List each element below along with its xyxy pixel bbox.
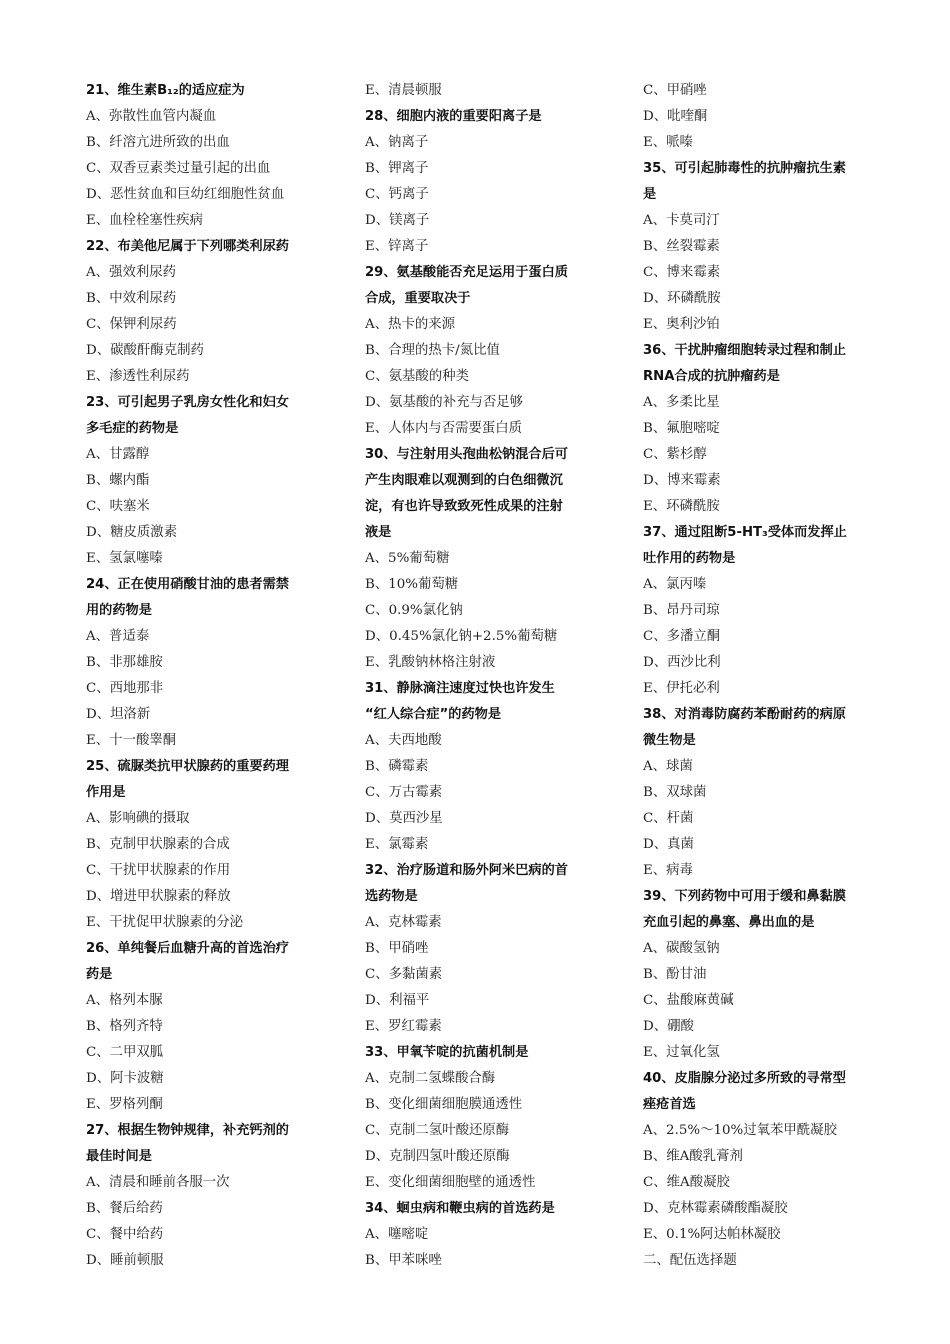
option-line: A、清晨和睡前各服一次 (86, 1175, 230, 1190)
option-line: B、螺内酯 (86, 473, 150, 488)
question-line: 药是 (86, 967, 113, 982)
question-line: 26、单纯餐后血糖升高的首选治疗 (86, 941, 289, 956)
option-line: A、克制二氢蝶酸合酶 (365, 1071, 496, 1086)
question-line: 35、可引起肺毒性的抗肿瘤抗生素 (643, 161, 846, 176)
option-line: B、10%葡萄糖 (365, 577, 459, 592)
question-line: 最佳时间是 (86, 1149, 152, 1164)
question-line: 痤疮首选 (643, 1097, 696, 1112)
option-line: B、酚甘油 (643, 967, 707, 982)
question-line: 微生物是 (643, 733, 696, 748)
option-line: B、甲硝唑 (365, 941, 429, 956)
option-line: C、西地那非 (86, 681, 164, 696)
option-line: E、罗红霉素 (365, 1019, 442, 1034)
question-line: 29、氨基酸能否充足运用于蛋白质 (365, 265, 568, 280)
option-line: E、罗格列酮 (86, 1097, 163, 1112)
option-line: D、西沙比利 (643, 655, 721, 670)
option-line: B、餐后给药 (86, 1201, 163, 1216)
question-line: 33、甲氧苄啶的抗菌机制是 (365, 1045, 529, 1060)
option-line: C、甲硝唑 (643, 83, 707, 98)
question-line: 选药物是 (365, 889, 418, 904)
option-line: B、中效利尿药 (86, 291, 177, 306)
option-line: D、克制四氢叶酸还原酶 (365, 1149, 510, 1164)
option-line: E、人体内与否需要蛋白质 (365, 421, 523, 436)
question-line: 吐作用的药物是 (643, 551, 736, 566)
option-line: E、哌嗪 (643, 135, 693, 150)
option-line: E、氯霉素 (365, 837, 429, 852)
option-line: C、盐酸麻黄碱 (643, 993, 734, 1008)
option-line: C、二甲双胍 (86, 1045, 164, 1060)
option-line: C、干扰甲状腺素的作用 (86, 863, 231, 878)
option-line: D、增进甲状腺素的释放 (86, 889, 231, 904)
option-line: E、清晨顿服 (365, 83, 442, 98)
option-line: B、甲苯咪唑 (365, 1253, 442, 1268)
option-line: A、卡莫司汀 (643, 213, 720, 228)
option-line: B、磷霉素 (365, 759, 429, 774)
question-line: 作用是 (86, 785, 126, 800)
option-line: D、氨基酸的补充与否足够 (365, 395, 524, 410)
question-line: 充血引起的鼻塞、鼻出血的是 (643, 915, 815, 930)
option-line: C、杆菌 (643, 811, 694, 826)
option-line: E、渗透性利尿药 (86, 369, 190, 384)
option-line: E、变化细菌细胞壁的通透性 (365, 1175, 536, 1190)
option-line: A、碳酸氢钠 (643, 941, 720, 956)
option-line: E、0.1%阿达帕林凝胶 (643, 1227, 781, 1242)
question-line: 36、干扰肿瘤细胞转录过程和制止 (643, 343, 846, 358)
option-line: 二、配伍选择题 (643, 1253, 737, 1268)
option-line: A、氯丙嗪 (643, 577, 707, 592)
option-line: D、莫西沙星 (365, 811, 443, 826)
option-line: E、奥利沙铂 (643, 317, 720, 332)
option-line: D、博来霉素 (643, 473, 721, 488)
option-line: B、丝裂霉素 (643, 239, 720, 254)
column-2 (365, 78, 625, 1274)
option-line: B、非那雄胺 (86, 655, 163, 670)
option-line: B、维A酸乳膏剂 (643, 1149, 743, 1164)
question-line: 25、硫脲类抗甲状腺药的重要药理 (86, 759, 289, 774)
question-line: 多毛症的药物是 (86, 421, 179, 436)
option-line: C、保钾利尿药 (86, 317, 177, 332)
option-line: A、夫西地酸 (365, 733, 442, 748)
option-line: E、环磷酰胺 (643, 499, 720, 514)
question-line: “红人综合症”的药物是 (365, 707, 502, 722)
question-line: 23、可引起男子乳房女性化和妇女 (86, 395, 289, 410)
option-line: D、恶性贫血和巨幼红细胞性贫血 (86, 187, 285, 202)
option-line: C、多黏菌素 (365, 967, 443, 982)
option-line: A、格列本脲 (86, 993, 163, 1008)
option-line: B、纤溶亢进所致的出血 (86, 135, 230, 150)
option-line: A、克林霉素 (365, 915, 442, 930)
question-line: 32、治疗肠道和肠外阿米巴病的首 (365, 863, 568, 878)
question-line: 28、细胞内液的重要阳离子是 (365, 109, 542, 124)
option-line: B、格列齐特 (86, 1019, 163, 1034)
option-line: A、强效利尿药 (86, 265, 177, 280)
option-line: D、睡前顿服 (86, 1253, 164, 1268)
option-line: A、钠离子 (365, 135, 429, 150)
option-line: A、球菌 (643, 759, 693, 774)
option-line: B、克制甲状腺素的合成 (86, 837, 230, 852)
option-line: B、氟胞嘧啶 (643, 421, 720, 436)
option-line: C、钙离子 (365, 187, 429, 202)
option-line: E、乳酸钠林格注射液 (365, 655, 496, 670)
option-line: A、弥散性血管内凝血 (86, 109, 217, 124)
option-line: A、影响碘的摄取 (86, 811, 190, 826)
question-line: 21、维生素B₁₂的适应症为 (86, 83, 245, 98)
option-line: C、氨基酸的种类 (365, 369, 469, 384)
option-line: C、紫杉醇 (643, 447, 707, 462)
option-line: D、糖皮质激素 (86, 525, 178, 540)
question-line: 27、根据生物钟规律，补充钙剂的 (86, 1123, 289, 1138)
question-line: 30、与注射用头孢曲松钠混合后可 (365, 447, 568, 462)
question-line: 34、蛔虫病和鞭虫病的首选药是 (365, 1201, 555, 1216)
option-line: A、多柔比星 (643, 395, 720, 410)
option-line: A、2.5%～10%过氧苯甲酰凝胶 (643, 1123, 837, 1138)
option-line: C、博来霉素 (643, 265, 721, 280)
option-line: D、阿卡波糖 (86, 1071, 164, 1086)
option-line: A、噻嘧啶 (365, 1227, 429, 1242)
option-line: B、合理的热卡/氮比值 (365, 343, 500, 358)
option-line: E、氢氯噻嗪 (86, 551, 163, 566)
option-line: D、镁离子 (365, 213, 430, 228)
question-line: 39、下列药物中可用于缓和鼻黏膜 (643, 889, 846, 904)
option-line: D、真菌 (643, 837, 694, 852)
question-line: 淀，有也许导致致死性成果的注射 (365, 499, 563, 514)
option-line: C、0.9%氯化钠 (365, 603, 463, 618)
option-line: A、5%葡萄糖 (365, 551, 450, 566)
option-line: D、0.45%氯化钠+2.5%葡萄糖 (365, 629, 558, 644)
question-line: 产生肉眼难以观测到的白色细微沉 (365, 473, 563, 488)
question-line: 38、对消毒防腐药苯酚耐药的病原 (643, 707, 846, 722)
option-line: C、维A酸凝胶 (643, 1175, 730, 1190)
question-line: 22、布美他尼属于下列哪类利尿药 (86, 239, 289, 254)
question-line: 40、皮脂腺分泌过多所致的寻常型 (643, 1071, 846, 1086)
option-line: E、血栓栓塞性疾病 (86, 213, 203, 228)
option-line: E、干扰促甲状腺素的分泌 (86, 915, 244, 930)
option-line: C、多潘立酮 (643, 629, 721, 644)
option-line: E、十一酸睾酮 (86, 733, 177, 748)
column-3 (643, 78, 903, 1274)
option-line: D、吡喹酮 (643, 109, 708, 124)
option-line: D、环磷酰胺 (643, 291, 721, 306)
option-line: D、利福平 (365, 993, 430, 1008)
question-line: 合成，重要取决于 (365, 291, 471, 306)
question-line: 用的药物是 (86, 603, 152, 618)
option-line: A、普适泰 (86, 629, 150, 644)
option-line: E、病毒 (643, 863, 693, 878)
question-line: RNA合成的抗肿瘤药是 (643, 369, 780, 384)
question-line: 液是 (365, 525, 392, 540)
option-line: A、甘露醇 (86, 447, 150, 462)
option-line: E、锌离子 (365, 239, 429, 254)
question-line: 31、静脉滴注速度过快也许发生 (365, 681, 555, 696)
option-line: D、碳酸酐酶克制药 (86, 343, 204, 358)
column-1 (86, 78, 346, 1274)
option-line: B、钾离子 (365, 161, 429, 176)
option-line: D、硼酸 (643, 1019, 694, 1034)
option-line: D、坦洛新 (86, 707, 151, 722)
option-line: C、万古霉素 (365, 785, 443, 800)
option-line: C、克制二氢叶酸还原酶 (365, 1123, 510, 1138)
option-line: E、过氧化氢 (643, 1045, 720, 1060)
option-line: C、呋塞米 (86, 499, 150, 514)
option-line: E、伊托必利 (643, 681, 720, 696)
question-line: 37、通过阻断5-HT₃受体而发挥止 (643, 525, 847, 540)
option-line: D、克林霉素磷酸酯凝胶 (643, 1201, 788, 1216)
option-line: C、双香豆素类过量引起的出血 (86, 161, 271, 176)
option-line: A、热卡的来源 (365, 317, 456, 332)
question-line: 是 (643, 187, 657, 202)
option-line: B、昂丹司琼 (643, 603, 720, 618)
question-line: 24、正在使用硝酸甘油的患者需禁 (86, 577, 289, 592)
option-line: C、餐中给药 (86, 1227, 164, 1242)
option-line: B、变化细菌细胞膜通透性 (365, 1097, 523, 1112)
option-line: B、双球菌 (643, 785, 707, 800)
